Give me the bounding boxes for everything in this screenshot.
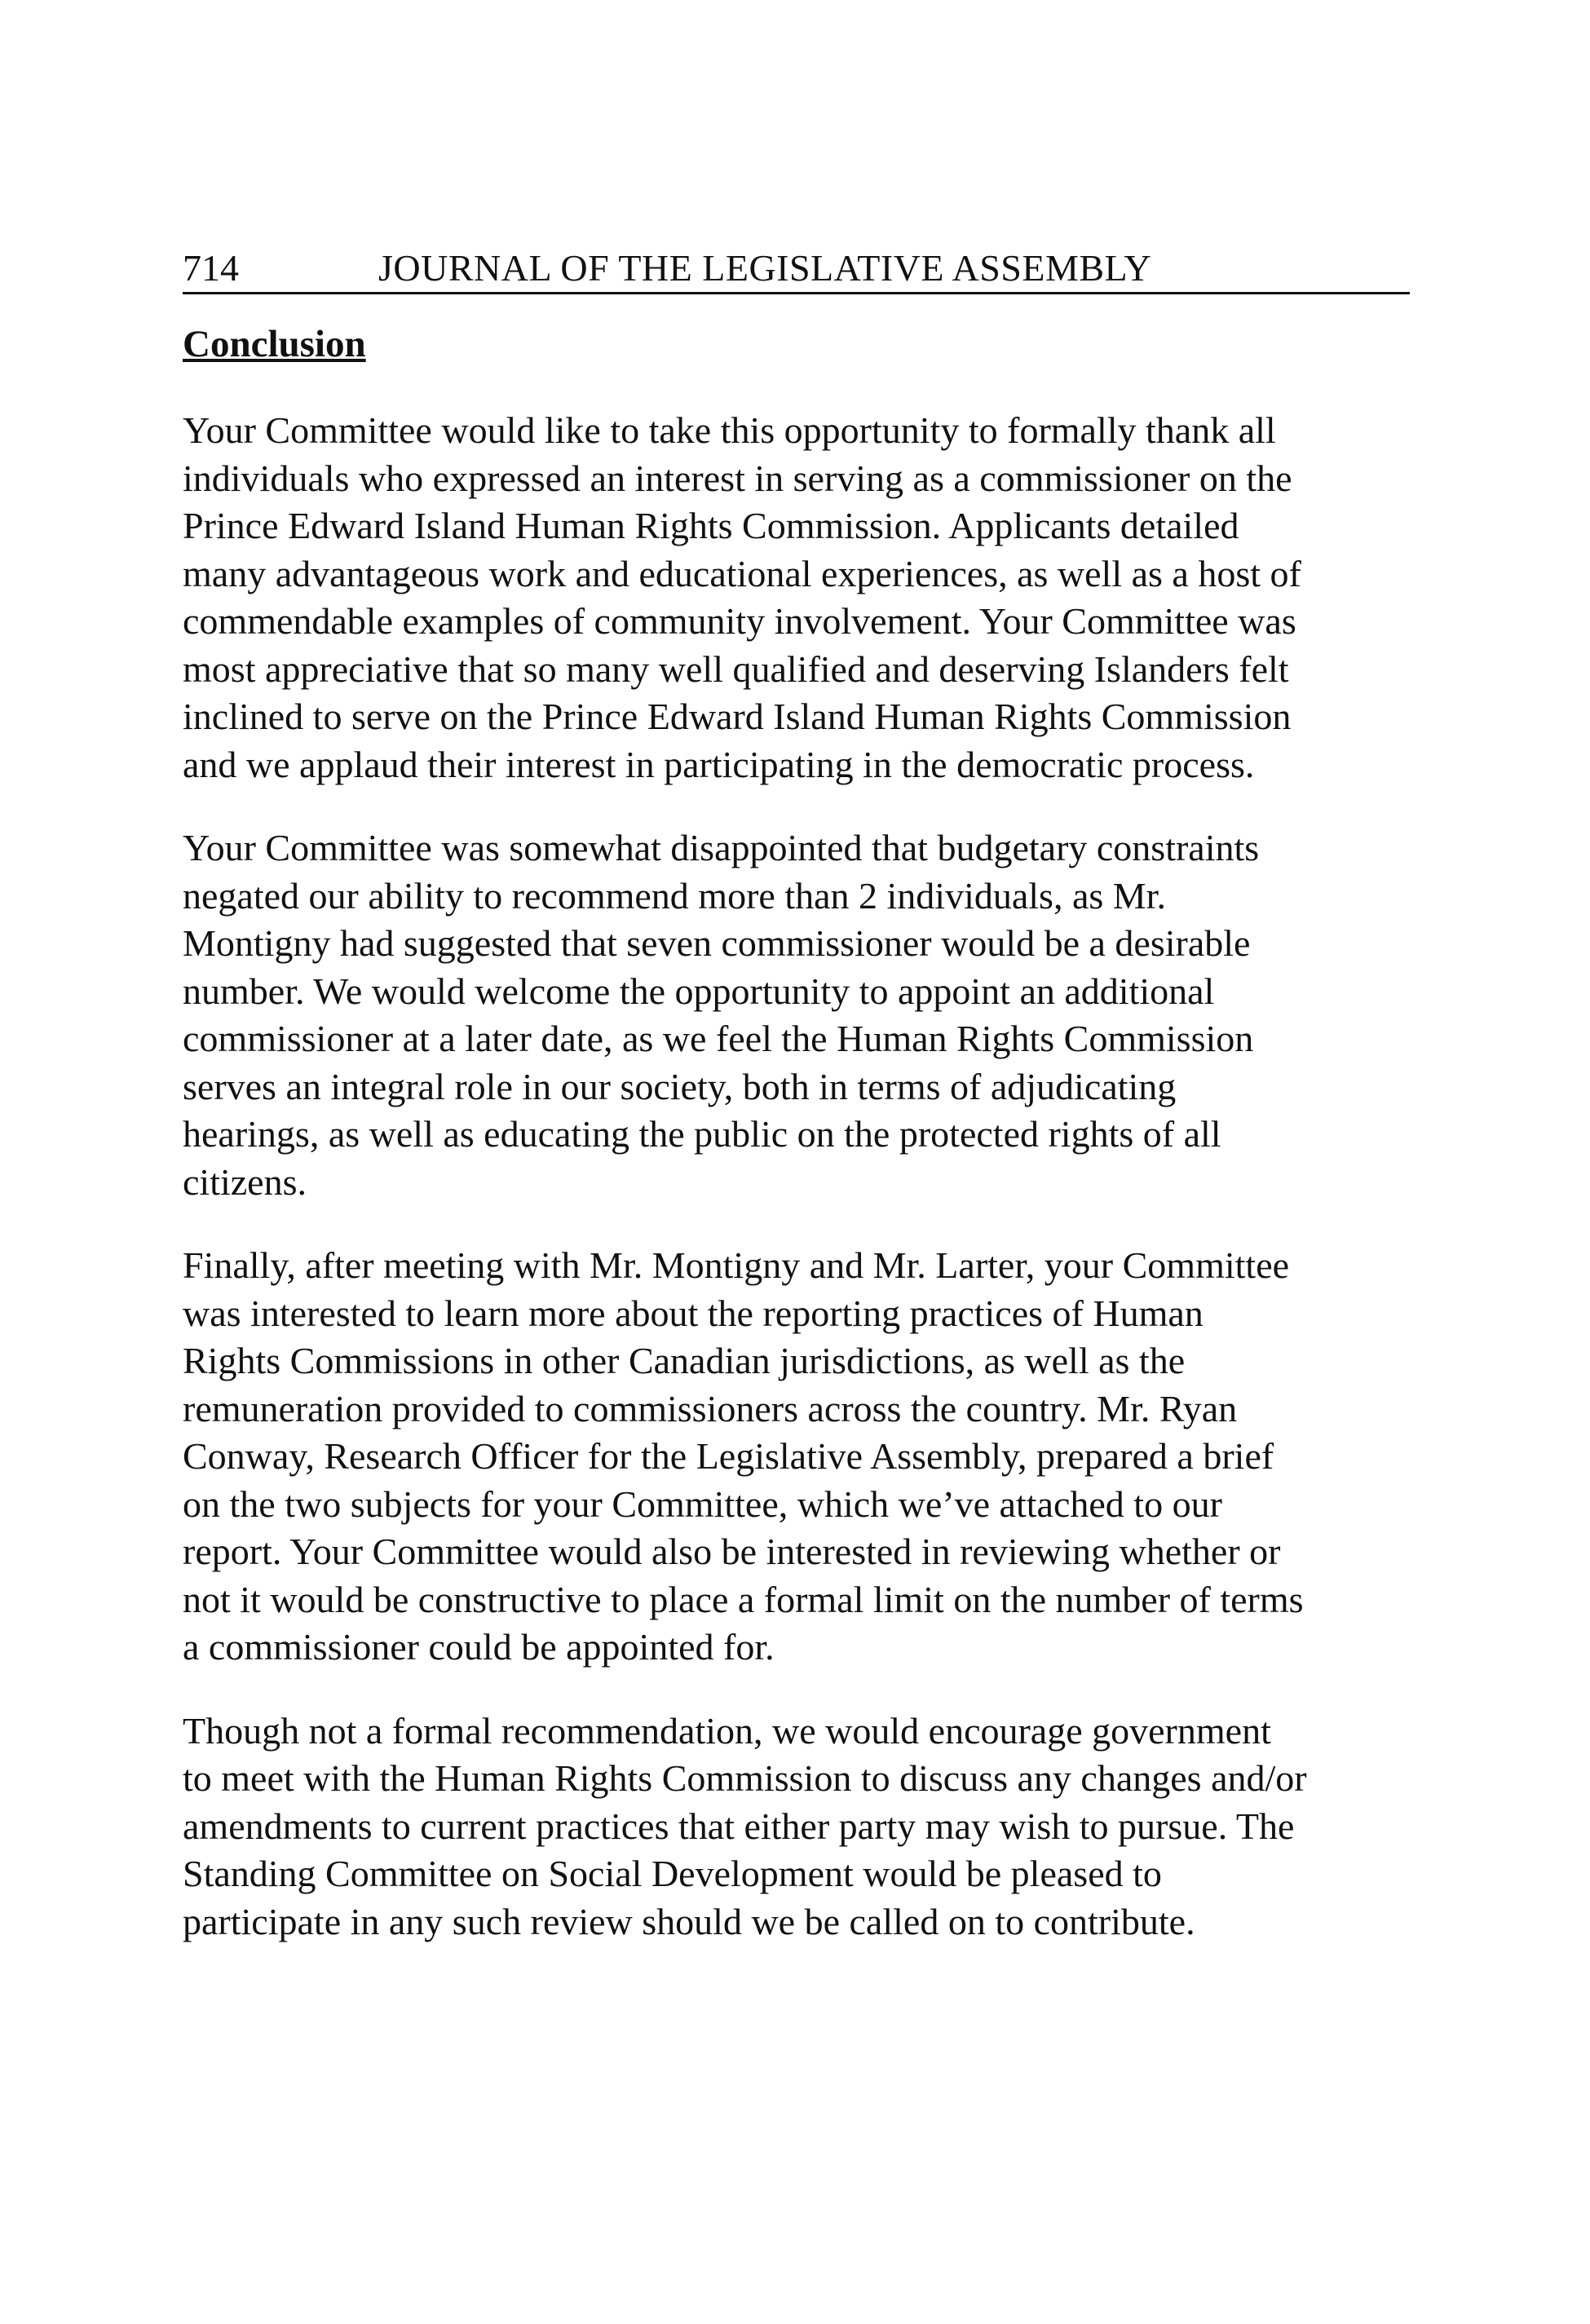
page-number: 714 (183, 247, 239, 289)
document-page (183, 245, 1410, 1946)
paragraph-budget: Your Committee was somewhat disappointed that budgetary constraints negated our ability to recommend more than 2 individuals, as Mr. Montigny had suggested that seven commissioner would be a desirable number. We would welcome the opportunity to appoint an additional commissioner at a later date, as we feel the Human Rights Commission serves an integral role in our society, both in terms of adjudicating hearings, as well as educating the public on the protected rights of all citizens. (183, 827, 1260, 1203)
paragraph-reporting-practices: Finally, after meeting with Mr. Montigny and Mr. Larter, your Committee was interested to learn more about the reporting practices of Human Rights Commissions in other Canadian jurisdictions, as well as the remuneration provided to commissioners across the country. Mr. Ryan Conway, Research Officer for the Legislative Assembly, prepared a brief on the two subjects for your Committee, which we’ve attached to our report. Your Committee would also be interested in reviewing whether or not it would be constructive to place a formal limit on the number of terms a commissioner could be appointed for. (183, 1244, 1304, 1668)
section-heading: Conclusion (183, 323, 366, 365)
paragraph-thanks: Your Committee would like to take this opportunity to formally thank all individuals who expressed an interest in serving as a commissioner on the Prince Edward Island Human Rights Commission. Applicants detailed many advantageous work and educational experiences, as well as a host of commendable examples of community involvement. Your Committee was most appreciative that so many well qualified and deserving Islanders felt inclined to serve on the Prince Edward Island Human Rights Commission and we applaud their interest in participating in the democratic process. (183, 409, 1301, 785)
paragraph-encouragement: Though not a formal recommendation, we would encourage government to meet with the Human Rights Commission to discuss any changes and/or amendments to current practices that either party may wish to pursue. The Standing Committee on Social Development would be pleased to participate in any such review should we be called on to contribute. (183, 1709, 1307, 1942)
running-header (183, 245, 1410, 294)
journal-title: JOURNAL OF THE LEGISLATIVE ASSEMBLY (378, 247, 1152, 289)
